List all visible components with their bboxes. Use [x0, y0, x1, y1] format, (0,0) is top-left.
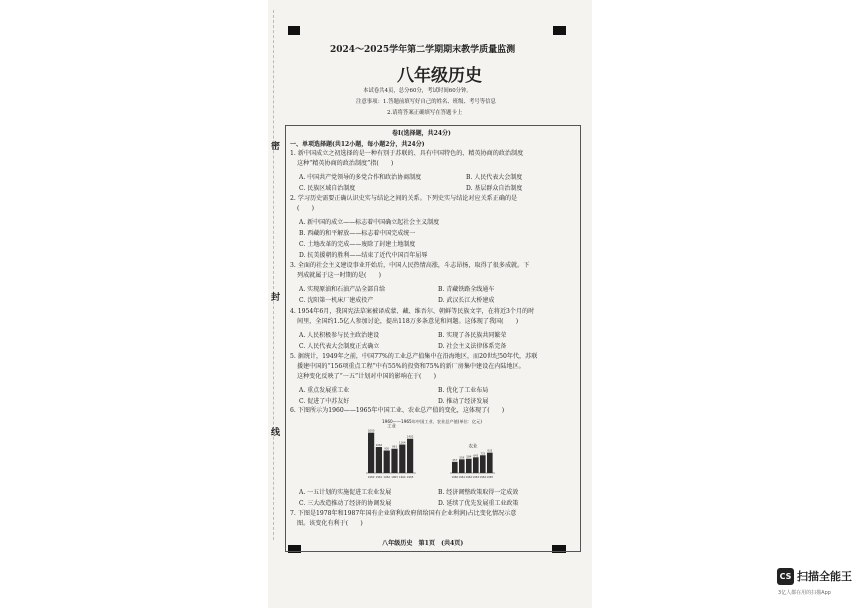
question-3-option-a: A. 实现原油和石油产品全部自给 — [299, 286, 386, 293]
question-5-option-a: A. 重点发展重工业 — [299, 387, 350, 394]
chart-tick-label: 1965 — [406, 476, 414, 479]
chart-bar — [459, 459, 465, 473]
question-1-line-2: 这种“精英协商的政治制度”指( ) — [297, 160, 394, 167]
question-5-option-d: D. 推动了经济发展 — [438, 398, 489, 405]
exam-note-2: 注意事项：1.答题前填写好自己的姓名、班级、考号等信息 — [356, 99, 496, 105]
corner-mark-top-left — [288, 26, 300, 35]
chart-bar — [473, 457, 479, 473]
exam-term-title: 2024～2025学年第二学期期末教学质量监测 — [330, 45, 516, 55]
question-6-line-1: 6. 下图所示为1960——1965年中国工业、农业总产值的变化，这体现了( ) — [290, 407, 505, 414]
chart-data-label: 993 — [392, 445, 397, 449]
camscanner-app-name: 扫描全能王 — [797, 570, 852, 583]
chart-group-label: 农业 — [468, 444, 478, 450]
question-5-option-c: C. 促进了中苏友好 — [299, 398, 350, 405]
chart-group-label: 工业 — [386, 424, 396, 430]
question-4-option-a: A. 人民积极参与民主政治建设 — [299, 332, 380, 339]
exam-subject-title: 八年级历史 — [397, 66, 482, 86]
question-4-option-b: B. 实现了各民族共同繁荣 — [438, 332, 507, 339]
binding-char-xian: 线 — [271, 428, 281, 438]
chart-tick-label: 1963 — [391, 476, 398, 479]
binding-char-feng: 封 — [271, 293, 281, 303]
question-3-option-d: D. 武汉长江大桥建成 — [438, 297, 495, 304]
chart-data-label: 1062 — [375, 444, 383, 448]
chart-bar — [407, 439, 413, 473]
question-1-option-d: D. 基层群众自治制度 — [466, 185, 523, 192]
chart-data-label: 833 — [487, 449, 493, 453]
chart-bar — [376, 447, 382, 473]
question-1-option-c: C. 民族区域自治制度 — [299, 185, 356, 192]
chart-data-label: 584 — [466, 455, 472, 459]
chart-data-label: 642 — [473, 454, 479, 458]
binding-line — [273, 10, 274, 540]
chart-data-label: 920 — [384, 447, 390, 451]
chart-bar — [368, 433, 374, 473]
chart-data-label: 725 — [480, 452, 486, 456]
question-4-option-d: D. 社会主义法律体系完备 — [438, 343, 507, 350]
chart-data-label: 559 — [459, 456, 465, 460]
chart-tick-label: 1961 — [458, 476, 466, 479]
question-6-option-b: B. 经济调整政策取得一定成效 — [438, 489, 519, 496]
chart-bar — [466, 459, 472, 473]
chart-bar — [487, 453, 493, 473]
camscanner-logo-icon: CS — [777, 568, 794, 585]
chart-tick-label: 1964 — [479, 476, 487, 479]
exam-note-3: 2.请将答案正确填写在答题卡上 — [387, 110, 463, 116]
question-6-option-d: D. 延续了优先发展重工业政策 — [438, 500, 519, 507]
question-7-line-2: 图。该变化有利于( ) — [297, 520, 363, 527]
question-5-line-1: 5. 据统计，1949年之前，中国77%的工业总产值集中在沿海地区，而20世纪50年代，苏联 — [290, 353, 538, 360]
question-2-option-b: B. 西藏的和平解放——标志着中国完成统一 — [299, 230, 416, 237]
chart-title: 1960——1965年中国工业、农业总产值(单位：亿元) — [382, 419, 482, 424]
question-6-option-a: A. 一五计划的实施促进工农业发展 — [299, 489, 392, 496]
chart-tick-label: 1965 — [486, 476, 494, 479]
chart-bar — [391, 449, 397, 473]
question-2-line-1: 2. 学习历史需要正确认识史实与结论之间的关系。下列史实与结论对应关系正确的是 — [290, 195, 518, 202]
question-2-option-c: C. 土地改革的完成——废除了封建土地制度 — [299, 241, 416, 248]
chart-data-label: 1650 — [367, 429, 375, 433]
question-4-line-1: 4. 1954年6月，我国宪法草案被译成蒙、藏、维吾尔、朝鲜等民族文字，在将近3个月的时 — [290, 308, 535, 315]
camscanner-tagline: 3亿人都在用的扫描App — [778, 590, 831, 596]
chart-tick-label: 1960 — [451, 476, 459, 479]
question-5-option-b: B. 优化了工业布局 — [438, 387, 489, 394]
question-7-line-1: 7. 下图是1978年和1987年国有企业留利(政府留给国有企业利润)占比变化情况示意 — [290, 510, 517, 517]
question-3-option-c: C. 沈阳第一机床厂建成投产 — [299, 297, 374, 304]
question-5-line-2: 援建中国的“156项重点工程”中有55%的投资和75%的新厂房集中建设在内陆地区。 — [297, 363, 525, 370]
chart-bar — [384, 451, 390, 473]
section-title: 卷Ⅰ(选择题，共24分) — [392, 130, 451, 137]
chart-tick-label: 1960 — [367, 476, 375, 479]
question-1-option-a: A. 中国共产党领导的多党合作和政治协商制度 — [299, 174, 422, 181]
chart-tick-label: 1964 — [398, 476, 406, 479]
question-6-option-c: C. 三大改造推动了经济的协调发展 — [299, 500, 392, 507]
chart-bar — [480, 455, 486, 473]
question-2-option-a: A. 新中国的成立——标志着中国确立起社会主义制度 — [299, 219, 440, 226]
section-heading: 一、单项选择题(共12小题，每小题2分，共24分) — [290, 141, 425, 148]
exam-note-1: 本试卷共4页，总分60分，考试时间60分钟。 — [363, 88, 472, 94]
chart-data-label: 1402 — [406, 435, 414, 439]
page-footer: 八年级历史 第1页 (共4页) — [382, 540, 464, 547]
question-1-option-b: B. 人民代表大会制度 — [466, 174, 523, 181]
chart-bar — [452, 462, 458, 473]
chart-data-label: 457 — [452, 458, 458, 462]
chart-tick-label: 1963 — [472, 476, 480, 479]
question-2-line-2: ( ) — [297, 205, 314, 212]
question-3-option-b: B. 青藏铁路全线通车 — [438, 286, 495, 293]
question-4-option-c: C. 人民代表大会制度正式确立 — [299, 343, 380, 350]
industry-agriculture-bar-chart — [362, 417, 502, 483]
chart-tick-label: 1962 — [383, 476, 391, 479]
chart-data-label: 1164 — [398, 441, 406, 445]
question-2-option-d: D. 抗美援朝的胜利——结束了近代中国百年屈辱 — [299, 252, 428, 259]
chart-tick-label: 1962 — [465, 476, 473, 479]
binding-char-mi: 密 — [271, 142, 281, 152]
chart-tick-label: 1961 — [375, 476, 383, 479]
question-4-line-2: 间里，全国约1.5亿人参加讨论，提出118万多条意见和问题。这体现了我国( ) — [297, 318, 519, 325]
question-1-line-1: 1. 新中国成立之初选择的是一种有别于苏联的、具有中国特色的、精英协商的政治制度 — [290, 150, 524, 157]
corner-mark-top-right — [553, 26, 566, 35]
chart-bar — [399, 445, 405, 473]
question-5-line-3: 这种变化反映了“一五”计划对中国的影响在于( ) — [297, 373, 436, 380]
question-3-line-2: 列成就属于这一时期的是( ) — [297, 272, 381, 279]
question-3-line-1: 3. 全面的社会主义建设事业开始后，中国人民热情高涨，斗志昂扬，取得了很多成就。下 — [290, 262, 530, 269]
